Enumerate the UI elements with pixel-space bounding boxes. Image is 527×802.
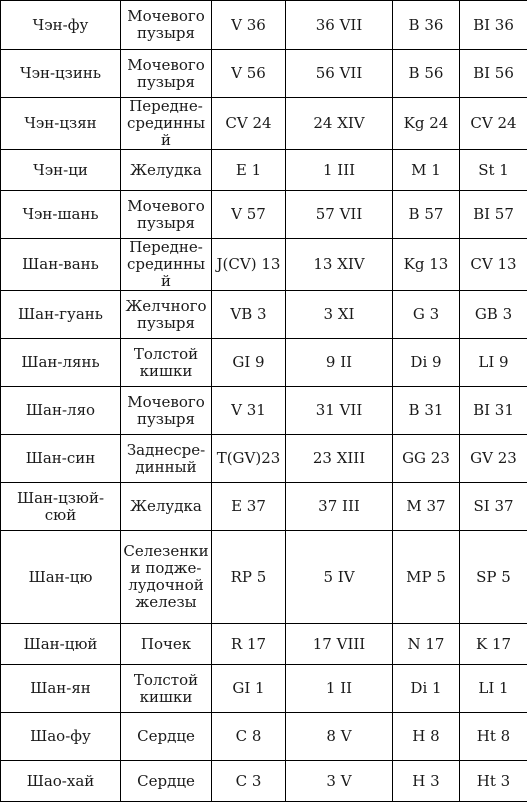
cell-point-name: Шан-цюй: [1, 624, 121, 665]
cell-code-d: SI 37: [460, 483, 527, 531]
table-row: [1, 387, 527, 435]
cell-meridian: Мочевого пузыря: [121, 191, 212, 239]
cell-meridian: Почек: [121, 624, 212, 665]
table-row: [1, 713, 527, 761]
cell-code-b: 23 XIII: [286, 435, 393, 483]
cell-code-c: Kg 24: [393, 98, 460, 150]
table-row: [1, 191, 527, 239]
cell-meridian: Желудка: [121, 150, 212, 191]
cell-point-name: Шан-цю: [1, 531, 121, 624]
cell-code-d: BI 57: [460, 191, 527, 239]
cell-code-b: 8 V: [286, 713, 393, 761]
cell-meridian: Мочевого пузыря: [121, 50, 212, 98]
cell-meridian: Передне- срединный: [121, 239, 212, 291]
cell-code-a: E 37: [212, 483, 286, 531]
table-row: [1, 150, 527, 191]
table-row: [1, 98, 527, 150]
cell-code-d: LI 1: [460, 665, 527, 713]
cell-meridian: Мочевого пузыря: [121, 387, 212, 435]
table-row: [1, 483, 527, 531]
cell-code-c: Kg 13: [393, 239, 460, 291]
cell-point-name: Шан-син: [1, 435, 121, 483]
cell-code-a: J(CV) 13: [212, 239, 286, 291]
cell-point-name: Шан-вань: [1, 239, 121, 291]
cell-code-c: N 17: [393, 624, 460, 665]
cell-meridian: Мочевого пузыря: [121, 1, 212, 50]
cell-code-a: GI 1: [212, 665, 286, 713]
table-row: [1, 339, 527, 387]
cell-code-b: 3 XI: [286, 291, 393, 339]
cell-code-c: H 8: [393, 713, 460, 761]
cell-code-d: Ht 8: [460, 713, 527, 761]
cell-code-d: BI 31: [460, 387, 527, 435]
table-body: [1, 1, 527, 802]
table-row: [1, 435, 527, 483]
cell-code-c: Di 9: [393, 339, 460, 387]
cell-point-name: Шан-ляо: [1, 387, 121, 435]
cell-meridian: Толстой кишки: [121, 339, 212, 387]
cell-code-a: V 36: [212, 1, 286, 50]
cell-code-b: 17 VIII: [286, 624, 393, 665]
table-row: [1, 624, 527, 665]
table-row: [1, 1, 527, 50]
cell-point-name: Чэн-фу: [1, 1, 121, 50]
cell-code-c: H 3: [393, 761, 460, 802]
cell-code-c: B 36: [393, 1, 460, 50]
cell-meridian: Сердце: [121, 713, 212, 761]
cell-point-name: Шан-лянь: [1, 339, 121, 387]
cell-meridian: Желчного пузыря: [121, 291, 212, 339]
cell-point-name: Шао-фу: [1, 713, 121, 761]
cell-code-a: R 17: [212, 624, 286, 665]
cell-code-d: Ht 3: [460, 761, 527, 802]
cell-meridian: Желудка: [121, 483, 212, 531]
cell-code-a: RP 5: [212, 531, 286, 624]
cell-code-d: St 1: [460, 150, 527, 191]
cell-code-b: 1 III: [286, 150, 393, 191]
cell-code-d: GV 23: [460, 435, 527, 483]
cell-code-b: 9 II: [286, 339, 393, 387]
cell-point-name: Шао-хай: [1, 761, 121, 802]
cell-code-a: C 8: [212, 713, 286, 761]
cell-point-name: Чэн-цзян: [1, 98, 121, 150]
table-row: [1, 291, 527, 339]
cell-code-c: Di 1: [393, 665, 460, 713]
cell-code-b: 31 VII: [286, 387, 393, 435]
cell-point-name: Шан-цзюй- сюй: [1, 483, 121, 531]
cell-code-c: M 37: [393, 483, 460, 531]
cell-point-name: Шан-гуань: [1, 291, 121, 339]
cell-code-d: SP 5: [460, 531, 527, 624]
cell-code-d: BI 36: [460, 1, 527, 50]
cell-code-a: V 31: [212, 387, 286, 435]
cell-meridian: Передне- срединный: [121, 98, 212, 150]
table-row: [1, 239, 527, 291]
cell-meridian: Сердце: [121, 761, 212, 802]
cell-code-b: 37 III: [286, 483, 393, 531]
cell-code-a: E 1: [212, 150, 286, 191]
cell-code-a: T(GV)23: [212, 435, 286, 483]
cell-code-d: BI 56: [460, 50, 527, 98]
cell-code-c: B 31: [393, 387, 460, 435]
cell-code-d: GB 3: [460, 291, 527, 339]
cell-code-c: MP 5: [393, 531, 460, 624]
cell-point-name: Шан-ян: [1, 665, 121, 713]
cell-code-a: CV 24: [212, 98, 286, 150]
cell-code-d: LI 9: [460, 339, 527, 387]
table-row: [1, 50, 527, 98]
cell-code-b: 5 IV: [286, 531, 393, 624]
cell-meridian: Толстой кишки: [121, 665, 212, 713]
cell-code-c: G 3: [393, 291, 460, 339]
cell-code-c: GG 23: [393, 435, 460, 483]
cell-code-b: 13 XIV: [286, 239, 393, 291]
cell-code-a: V 56: [212, 50, 286, 98]
cell-code-a: V 57: [212, 191, 286, 239]
cell-point-name: Чэн-цзинь: [1, 50, 121, 98]
cell-point-name: Чэн-ци: [1, 150, 121, 191]
cell-code-b: 24 XIV: [286, 98, 393, 150]
cell-code-a: C 3: [212, 761, 286, 802]
cell-code-b: 3 V: [286, 761, 393, 802]
cell-code-c: B 57: [393, 191, 460, 239]
cell-code-a: VB 3: [212, 291, 286, 339]
cell-code-b: 36 VII: [286, 1, 393, 50]
cell-code-b: 1 II: [286, 665, 393, 713]
table-row: [1, 665, 527, 713]
cell-point-name: Чэн-шань: [1, 191, 121, 239]
cell-code-d: CV 24: [460, 98, 527, 150]
cell-code-d: K 17: [460, 624, 527, 665]
cell-code-b: 56 VII: [286, 50, 393, 98]
cell-code-b: 57 VII: [286, 191, 393, 239]
cell-code-c: M 1: [393, 150, 460, 191]
cell-code-a: GI 9: [212, 339, 286, 387]
cell-meridian: Заднесре- динный: [121, 435, 212, 483]
table-row: [1, 531, 527, 624]
cell-code-d: CV 13: [460, 239, 527, 291]
table-row: [1, 761, 527, 802]
cell-meridian: Селезенки и подже- лудочной железы: [121, 531, 212, 624]
cell-code-c: B 56: [393, 50, 460, 98]
